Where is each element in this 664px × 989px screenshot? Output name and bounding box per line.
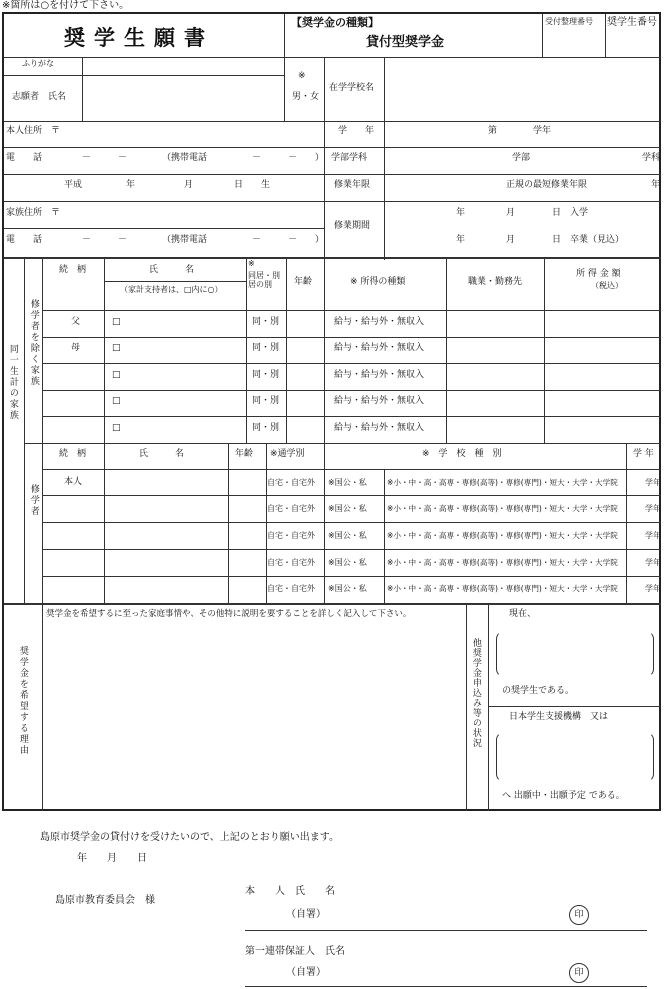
family-row-1-income-type[interactable]: 給与・給与外・無収入 bbox=[334, 317, 425, 327]
col-relation: 続 柄 bbox=[59, 265, 87, 275]
family-phone-label: 電 話 bbox=[6, 235, 43, 245]
graduate-year: 年 bbox=[456, 235, 466, 245]
col-name: 氏 名 bbox=[149, 265, 195, 275]
grade-label: 学 年 bbox=[338, 126, 375, 136]
grade-value: 第 学年 bbox=[488, 126, 552, 136]
col-live-mark: ※ bbox=[248, 259, 255, 268]
student-row-1-grade: 学年 bbox=[645, 478, 661, 487]
student-col-grade: 学 年 bbox=[633, 449, 654, 459]
student-row-2-public[interactable]: ※国公・私 bbox=[328, 504, 367, 513]
receipt-number-label: 受付整理番号 bbox=[545, 17, 593, 26]
furigana-label: ふりがな bbox=[22, 59, 54, 68]
birth-month: 月 bbox=[184, 180, 194, 190]
sex-options[interactable]: 男・女 bbox=[292, 92, 320, 102]
family-row-1-box[interactable]: □ bbox=[112, 317, 121, 327]
family-row-3-box[interactable]: □ bbox=[112, 370, 121, 380]
student-row-5-public[interactable]: ※国公・私 bbox=[328, 584, 367, 593]
instruction-note: ※箇所は○を付けて下さい。 bbox=[2, 0, 130, 11]
phone-label: 電 話 bbox=[6, 153, 43, 163]
family-row-4-income-type[interactable]: 給与・給与外・無収入 bbox=[334, 396, 425, 406]
family-row-5-income-type[interactable]: 給与・給与外・無収入 bbox=[334, 423, 425, 433]
school-name-label: 在学学校名 bbox=[329, 83, 375, 93]
guarantor-signature-note: （自署） bbox=[286, 967, 326, 978]
student-row-2-school-types[interactable]: ※小・中・高・高専・専修(高等)・専修(専門)・短大・大学・大学院 bbox=[387, 504, 618, 513]
birth-year: 年 bbox=[126, 180, 136, 190]
jasso-text: 日本学生支援機構 又は bbox=[509, 712, 609, 722]
graduate-month: 月 bbox=[506, 235, 516, 245]
guarantor-seal-icon: 印 bbox=[569, 963, 589, 983]
student-row-5-grade: 学年 bbox=[645, 584, 661, 593]
col-income-note: （税込） bbox=[591, 281, 623, 290]
student-row-5-school-types[interactable]: ※小・中・高・高専・専修(高等)・専修(専門)・短大・大学・大学院 bbox=[387, 584, 618, 593]
student-row-3-commute[interactable]: 自宅・自宅外 bbox=[267, 531, 315, 540]
current-scholarship-field[interactable] bbox=[496, 631, 654, 677]
phone-dashes: － － bbox=[82, 153, 128, 163]
statement: 島原市奨学金の貸付けを受けたいので、上記のとおり願い出ます。 bbox=[40, 832, 339, 843]
student-row-3-grade: 学年 bbox=[645, 531, 661, 540]
col-income-type: ※ 所得の種類 bbox=[350, 277, 406, 287]
guarantor-signature-line[interactable] bbox=[245, 986, 647, 987]
applicant-signature-note: （自署） bbox=[286, 909, 326, 920]
applicant-seal-icon: 印 bbox=[569, 905, 589, 925]
study-years-unit: 年 bbox=[651, 180, 661, 190]
applicant-signature-line[interactable] bbox=[245, 930, 647, 931]
student-row-2-grade: 学年 bbox=[645, 504, 661, 513]
scholarship-type-value: 貸付型奨学金 bbox=[366, 35, 445, 50]
student-row-3-public[interactable]: ※国公・私 bbox=[328, 531, 367, 540]
non-student-family-label: 修学者を除く家族 bbox=[28, 299, 39, 387]
enroll-year: 年 bbox=[456, 208, 466, 218]
study-years-label: 修業年限 bbox=[334, 180, 371, 190]
student-number-label: 奨学生番号 bbox=[607, 17, 657, 28]
faculty-label: 学部学科 bbox=[331, 153, 368, 163]
family-row-5-live[interactable]: 同・別 bbox=[252, 423, 280, 433]
family-row-4-box[interactable]: □ bbox=[112, 396, 121, 406]
date-line: 年 月 日 bbox=[77, 853, 147, 864]
family-row-5-box[interactable]: □ bbox=[112, 423, 121, 433]
family-address-label: 家族住所 〒 bbox=[6, 208, 61, 218]
study-years-value: 正規の最短修業年限 bbox=[506, 180, 588, 190]
student-col-commute: ※通学別 bbox=[270, 449, 305, 459]
current-suffix: の奨学生である。 bbox=[502, 686, 575, 696]
enroll-month: 月 bbox=[506, 208, 516, 218]
family-phone-dashes: － － bbox=[82, 235, 128, 245]
student-col-age: 年齢 bbox=[235, 449, 254, 459]
family-mobile-phone: （携帯電話 － － ） bbox=[162, 235, 325, 245]
family-row-3-live[interactable]: 同・別 bbox=[252, 370, 280, 380]
family-row-2-live[interactable]: 同・別 bbox=[252, 343, 280, 353]
student-row-1-public[interactable]: ※国公・私 bbox=[328, 478, 367, 487]
family-row-1-relation: 父 bbox=[71, 317, 81, 327]
other-scholarship-label: 他奨学金申込み等の状況 bbox=[470, 638, 481, 748]
student-col-relation: 続 柄 bbox=[59, 449, 87, 459]
current-text: 現在、 bbox=[509, 609, 537, 619]
same-household-label: 同一生計の家族 bbox=[7, 344, 18, 421]
student-row-2-commute[interactable]: 自宅・自宅外 bbox=[267, 504, 315, 513]
department-value: 学科 bbox=[642, 153, 661, 163]
student-row-5-commute[interactable]: 自宅・自宅外 bbox=[267, 584, 315, 593]
applicant-name-label: 志願者 氏名 bbox=[12, 92, 67, 102]
student-row-4-public[interactable]: ※国公・私 bbox=[328, 558, 367, 567]
col-job: 職業・勤務先 bbox=[468, 277, 523, 287]
student-col-name: 氏 名 bbox=[139, 449, 185, 459]
student-row-3-school-types[interactable]: ※小・中・高・高専・専修(高等)・専修(専門)・短大・大学・大学院 bbox=[387, 531, 618, 540]
student-row-1-commute[interactable]: 自宅・自宅外 bbox=[267, 478, 315, 487]
family-row-1-live[interactable]: 同・別 bbox=[252, 317, 280, 327]
col-live: 同居・別居の別 bbox=[248, 271, 280, 289]
student-row-1-relation: 本人 bbox=[64, 477, 83, 487]
guarantor-label: 第一連帯保証人 氏名 bbox=[245, 946, 345, 957]
col-name-note: （家計支持者は、□内に○） bbox=[120, 285, 223, 294]
application-form bbox=[2, 12, 661, 811]
students-label: 修学者 bbox=[28, 484, 39, 517]
family-row-2-relation: 母 bbox=[71, 343, 81, 353]
birth-era: 平成 bbox=[64, 180, 83, 190]
family-row-4-live[interactable]: 同・別 bbox=[252, 396, 280, 406]
student-row-1-school-types[interactable]: ※小・中・高・高専・専修(高等)・専修(専門)・短大・大学・大学院 bbox=[387, 478, 618, 487]
birth-day: 日 生 bbox=[234, 180, 271, 190]
address-label: 本人住所 〒 bbox=[6, 126, 61, 136]
enroll-day: 日 入学 bbox=[552, 208, 589, 218]
student-col-school-type: ※ 学 校 種 別 bbox=[422, 449, 502, 459]
family-row-3-income-type[interactable]: 給与・給与外・無収入 bbox=[334, 370, 425, 380]
sex-mark: ※ bbox=[298, 71, 306, 81]
student-row-4-grade: 学年 bbox=[645, 558, 661, 567]
form-title: 奨学生願書 bbox=[64, 25, 214, 50]
mobile-phone: （携帯電話 － － ） bbox=[162, 153, 325, 163]
student-row-4-commute[interactable]: 自宅・自宅外 bbox=[267, 558, 315, 567]
student-row-4-school-types[interactable]: ※小・中・高・高専・専修(高等)・専修(専門)・短大・大学・大学院 bbox=[387, 558, 618, 567]
addressee: 島原市教育委員会 様 bbox=[55, 895, 155, 906]
graduate-day: 日 卒業（見込） bbox=[552, 235, 625, 245]
family-row-2-box[interactable]: □ bbox=[112, 343, 121, 353]
family-row-2-income-type[interactable]: 給与・給与外・無収入 bbox=[334, 343, 425, 353]
col-income: 所 得 金 額 bbox=[576, 269, 621, 279]
reason-label: 奨学金を希望する理由 bbox=[17, 646, 28, 756]
scholarship-type-label: 【奨学金の種類】 bbox=[291, 16, 379, 29]
faculty-value: 学部 bbox=[512, 153, 531, 163]
reason-instruction: 奨学金を希望するに至った家庭事情や、その他特に説明を要することを詳しく記入して下さい。 bbox=[46, 609, 412, 619]
applying-scholarship-field[interactable] bbox=[496, 732, 654, 782]
study-period-label: 修業期間 bbox=[334, 221, 371, 231]
col-age: 年齢 bbox=[294, 277, 313, 287]
applying-text: へ 出願中・出願予定 である。 bbox=[502, 791, 625, 801]
applicant-sign-label: 本 人 氏 名 bbox=[245, 886, 335, 897]
